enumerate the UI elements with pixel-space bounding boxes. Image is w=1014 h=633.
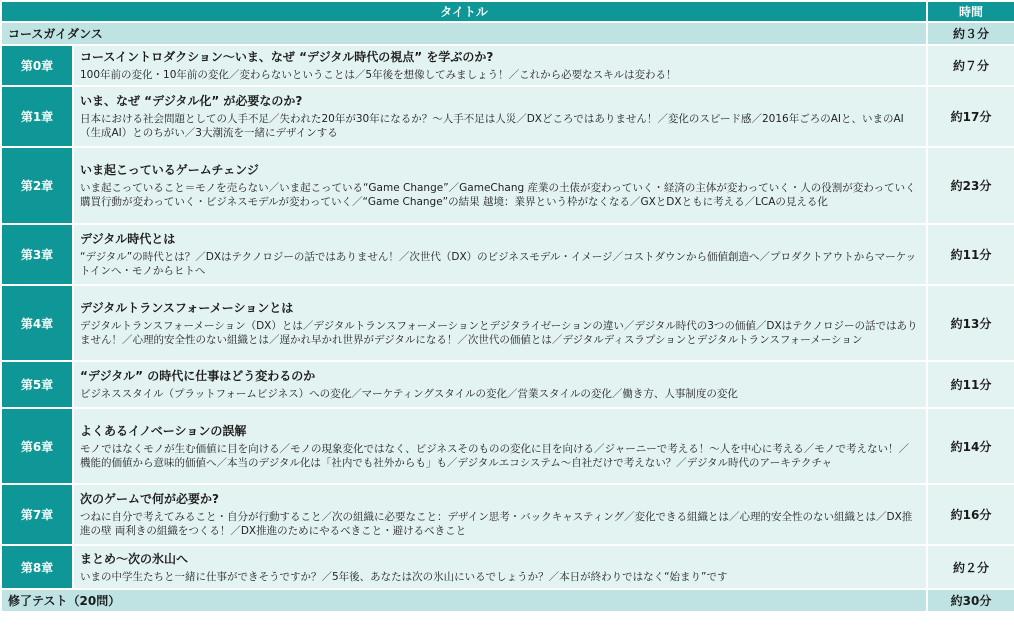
chapter-description bbox=[73, 45, 927, 86]
chapter-description bbox=[73, 361, 927, 408]
chapter-number: 第0章 bbox=[1, 45, 73, 86]
time-column-header: 時間 bbox=[927, 1, 1014, 22]
chapter-description bbox=[73, 545, 927, 589]
chapter-duration: 約14分 bbox=[927, 408, 1014, 484]
chapter-row bbox=[1, 86, 1014, 147]
chapter-number: 第4章 bbox=[1, 285, 73, 361]
chapter-title: コースイントロダクション〜いま、なぜ “デジタル時代の視点” を学ぶのか? bbox=[80, 50, 494, 64]
chapter-duration: 約23分 bbox=[927, 147, 1014, 224]
chapter-row bbox=[1, 484, 1014, 545]
chapter-topics: ビジネススタイル（プラットフォームビジネス）への変化／マーケティングスタイルの変化／営業スタイルの変化／働き方、人事制度の変化 bbox=[80, 388, 738, 400]
chapter-number: 第1章 bbox=[1, 86, 73, 147]
header-row bbox=[1, 1, 1014, 22]
exam-row bbox=[1, 589, 1014, 612]
chapter-row bbox=[1, 45, 1014, 86]
chapter-title: デジタルトランスフォーメーションとは bbox=[80, 300, 294, 315]
chapter-row bbox=[1, 285, 1014, 361]
chapter-number: 第5章 bbox=[1, 361, 73, 408]
chapter-description bbox=[73, 408, 927, 484]
chapter-title: デジタル時代とは bbox=[80, 232, 176, 246]
exam-label: 修了テスト（20問） bbox=[1, 589, 927, 612]
chapter-description bbox=[73, 285, 927, 361]
chapter-title: いま起こっているゲームチェンジ bbox=[80, 163, 259, 177]
chapter-title: まとめ〜次の氷山へ bbox=[80, 551, 189, 566]
chapter-duration: 約13分 bbox=[927, 285, 1014, 361]
chapter-number: 第7章 bbox=[1, 484, 73, 545]
chapter-topics: いまの中学生たちと一緒に仕事ができそうですか？／5年後、あなたは次の氷山にいるでしょうか？／本日が終わりではなく“始まり”です bbox=[80, 570, 728, 583]
chapter-topics: 日本における社会問題としての人手不足／失われた20年が30年になるか？〜人手不足は人災／DXどころではありません！／変化のスピード感／2016年ごろのAIと、いまのAI（生成AI）とのちがい／3大潮流を一緒にデザインする bbox=[80, 113, 904, 139]
chapter-topics: いま起こっていること＝モノを売らない／いま起こっている“Game Change”／GameChang 産業の土俵が変わっていく・経済の主体が変わっていく・人の役割が変わっていく 購買行動が変わっていく・ビジネスモデルが変わっていく／“Game Change”の結果 越境：業界という枠がなくなる／GXとDXともに考える／LCAの見える化 bbox=[80, 182, 916, 208]
chapter-title: 次のゲームで何が必要か? bbox=[80, 492, 219, 506]
chapter-topics: モノではなくモノが生む価値に目を向ける／モノの現象変化ではなく、ビジネスそのものの変化に目を向ける／ジャーニーで考える！〜人を中心に考える／モノで考えない！／機能的価値から意味的価値へ／本当のデジタル化は「社内でも社外からも」も／デジタルエコシステム〜自社だけで考えない？／デジタル時代のアーキテクチャ bbox=[80, 442, 909, 469]
chapter-title: “デジタル” の時代に仕事はどう変わるのか bbox=[80, 369, 316, 383]
chapter-topics: デジタルトランスフォーメーション（DX）とは／デジタルトランスフォーメーションとデジタライゼーションの違い／デジタル時代の3つの価値／DXはテクノロジーの話ではありません！／心理的安全性のない組織とは／遅かれ早かれ世界がデジタルになる！／次世代の価値とは／デジタルディスラプションとデジタルトランスフォーメーション bbox=[80, 319, 918, 346]
chapter-description bbox=[73, 147, 927, 224]
chapter-number: 第6章 bbox=[1, 408, 73, 484]
chapter-duration: 約２分 bbox=[927, 545, 1014, 589]
chapter-description bbox=[73, 484, 927, 545]
guidance-time: 約３分 bbox=[927, 22, 1014, 45]
chapter-duration: 約11分 bbox=[927, 224, 1014, 285]
title-column-header: タイトル bbox=[1, 1, 927, 22]
chapter-title: よくあるイノベーションの誤解 bbox=[80, 423, 247, 438]
chapter-duration: 約11分 bbox=[927, 361, 1014, 408]
chapter-topics: 100年前の変化・10年前の変化／変わらないということは／5年後を想像してみましょう！／これから必要なスキルは変わる！ bbox=[80, 69, 677, 81]
chapter-duration: 約16分 bbox=[927, 484, 1014, 545]
chapter-duration: 約17分 bbox=[927, 86, 1014, 147]
guidance-row bbox=[1, 22, 1014, 45]
chapter-number: 第2章 bbox=[1, 147, 73, 224]
chapter-title: いま、なぜ “デジタル化” が必要なのか? bbox=[80, 94, 303, 108]
chapter-topics: つねに自分で考えてみること・自分が行動すること／次の組織に必要なこと：デザイン思考・バックキャスティング／変化できる組織とは／心理的安全性のない組織とは／DX推進の壁 両利きの組織をつくる！／DX推進のためにやるべきこと・避けるべきこと bbox=[80, 511, 913, 537]
chapter-row bbox=[1, 224, 1014, 285]
chapter-description bbox=[73, 224, 927, 285]
chapter-row bbox=[1, 408, 1014, 484]
exam-time: 約30分 bbox=[927, 589, 1014, 612]
chapter-description bbox=[73, 86, 927, 147]
chapter-duration: 約７分 bbox=[927, 45, 1014, 86]
chapter-row bbox=[1, 361, 1014, 408]
chapter-number: 第3章 bbox=[1, 224, 73, 285]
guidance-label: コースガイダンス bbox=[1, 22, 927, 45]
chapter-topics: “デジタル”の時代とは？／DXはテクノロジーの話ではありません！／次世代（DX）のビジネスモデル・イメージ／コストダウンから価値創造へ／プロダクトアウトからマーケットインへ・モノからヒトへ bbox=[80, 251, 917, 277]
chapter-row bbox=[1, 147, 1014, 224]
chapter-row bbox=[1, 545, 1014, 589]
chapter-number: 第8章 bbox=[1, 545, 73, 589]
